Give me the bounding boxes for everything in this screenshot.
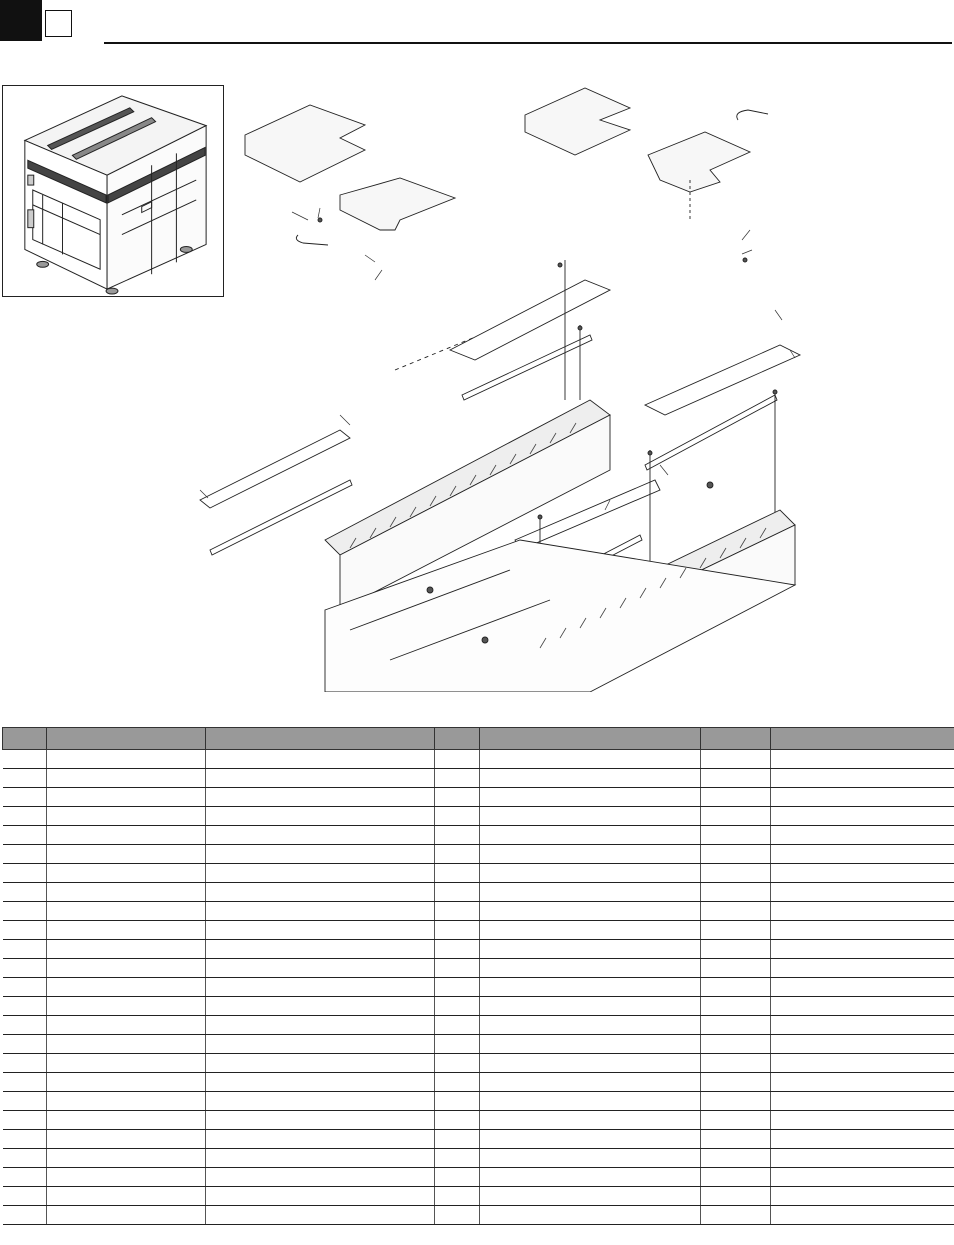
table-cell (480, 883, 701, 902)
table-cell (435, 959, 480, 978)
table-cell (47, 1130, 206, 1149)
table-cell (206, 1035, 435, 1054)
table-row (3, 750, 954, 769)
mounting-plate-center (340, 178, 455, 230)
table-cell (435, 921, 480, 940)
table-cell (206, 940, 435, 959)
table-cell (771, 978, 954, 997)
table-cell (47, 1206, 206, 1225)
table-cell (47, 921, 206, 940)
table-cell (206, 826, 435, 845)
table-cell (435, 807, 480, 826)
table-cell (771, 1149, 954, 1168)
table-cell (3, 1168, 47, 1187)
table-cell (701, 1054, 771, 1073)
table-cell (435, 997, 480, 1016)
table-cell (701, 845, 771, 864)
table-cell (47, 1168, 206, 1187)
table-cell (3, 1111, 47, 1130)
table-cell (47, 1111, 206, 1130)
table-row (3, 1016, 954, 1035)
table-cell (47, 826, 206, 845)
table-cell (701, 1111, 771, 1130)
table-cell (480, 1168, 701, 1187)
table-cell (435, 1054, 480, 1073)
table-cell (480, 959, 701, 978)
table-cell (480, 1149, 701, 1168)
table-cell (771, 807, 954, 826)
table-cell (771, 940, 954, 959)
table-cell (480, 1111, 701, 1130)
table-cell (47, 769, 206, 788)
table-cell (435, 1187, 480, 1206)
table-cell (480, 1187, 701, 1206)
table-cell (701, 959, 771, 978)
table-cell (47, 807, 206, 826)
mounting-plate-right (648, 132, 750, 192)
table-cell (3, 1149, 47, 1168)
handle-left (296, 235, 328, 245)
table-cell (3, 845, 47, 864)
table-row (3, 845, 954, 864)
table-cell (435, 845, 480, 864)
table-cell (3, 826, 47, 845)
table-cell (701, 940, 771, 959)
column-header (480, 728, 701, 750)
table-cell (701, 902, 771, 921)
table-cell (47, 940, 206, 959)
table-cell (206, 1130, 435, 1149)
table-cell (480, 1092, 701, 1111)
table-cell (435, 940, 480, 959)
table-cell (47, 864, 206, 883)
table-cell (771, 959, 954, 978)
table-cell (206, 769, 435, 788)
table-cell (480, 769, 701, 788)
table-cell (480, 997, 701, 1016)
table-cell (435, 1206, 480, 1225)
table-cell (206, 864, 435, 883)
column-header (47, 728, 206, 750)
table-cell (701, 997, 771, 1016)
table-cell (206, 1206, 435, 1225)
table-cell (480, 807, 701, 826)
table-cell (701, 921, 771, 940)
table-cell (771, 750, 954, 769)
table-cell (3, 902, 47, 921)
table-cell (771, 1206, 954, 1225)
table-cell (480, 1016, 701, 1035)
table-cell (47, 1187, 206, 1206)
sub-section-badge (45, 10, 72, 37)
table-cell (47, 750, 206, 769)
table-row (3, 807, 954, 826)
table-cell (701, 788, 771, 807)
table-cell (206, 1016, 435, 1035)
table-cell (206, 1073, 435, 1092)
table-cell (480, 978, 701, 997)
table-cell (480, 1206, 701, 1225)
table-cell (3, 997, 47, 1016)
table-cell (206, 788, 435, 807)
column-header (3, 728, 47, 750)
table-cell (3, 1035, 47, 1054)
table-cell (435, 1168, 480, 1187)
table-cell (47, 1073, 206, 1092)
table-row (3, 1035, 954, 1054)
table-row (3, 997, 954, 1016)
table-cell (3, 1016, 47, 1035)
table-row (3, 1168, 954, 1187)
table-row (3, 1111, 954, 1130)
table-cell (480, 1054, 701, 1073)
table-cell (435, 1016, 480, 1035)
column-header (435, 728, 480, 750)
table-cell (771, 1130, 954, 1149)
table-cell (771, 845, 954, 864)
table-cell (3, 788, 47, 807)
table-header-row (3, 728, 954, 750)
table-row (3, 826, 954, 845)
table-cell (771, 997, 954, 1016)
table-row (3, 959, 954, 978)
table-cell (435, 883, 480, 902)
table-cell (206, 1111, 435, 1130)
table-cell (47, 959, 206, 978)
table-cell (3, 1054, 47, 1073)
table-cell (206, 921, 435, 940)
table-cell (701, 1035, 771, 1054)
table-cell (3, 959, 47, 978)
table-row (3, 883, 954, 902)
table-row (3, 1187, 954, 1206)
table-cell (47, 902, 206, 921)
table-cell (47, 788, 206, 807)
table-cell (771, 769, 954, 788)
table-cell (701, 883, 771, 902)
table-cell (206, 902, 435, 921)
table-cell (480, 1073, 701, 1092)
table-cell (435, 769, 480, 788)
table-cell (3, 921, 47, 940)
table-cell (206, 997, 435, 1016)
table-cell (480, 940, 701, 959)
table-cell (435, 1130, 480, 1149)
table-cell (435, 1149, 480, 1168)
table-cell (480, 788, 701, 807)
table-cell (206, 978, 435, 997)
table-cell (3, 1073, 47, 1092)
table-row (3, 1206, 954, 1225)
table-row (3, 864, 954, 883)
table-cell (480, 864, 701, 883)
table-cell (206, 1168, 435, 1187)
table-cell (701, 826, 771, 845)
table-cell (206, 1187, 435, 1206)
table-cell (47, 1035, 206, 1054)
parts-list-table (2, 727, 954, 1225)
table-cell (47, 1016, 206, 1035)
table-row (3, 1130, 954, 1149)
table-cell (47, 1092, 206, 1111)
table-cell (47, 883, 206, 902)
table-cell (771, 1035, 954, 1054)
table-cell (771, 1092, 954, 1111)
table-cell (480, 1035, 701, 1054)
table-cell (771, 1168, 954, 1187)
table-cell (701, 1187, 771, 1206)
table-cell (771, 921, 954, 940)
table-row (3, 921, 954, 940)
table-cell (771, 902, 954, 921)
table-cell (435, 1092, 480, 1111)
table-cell (480, 1130, 701, 1149)
table-row (3, 1054, 954, 1073)
table-cell (435, 788, 480, 807)
table-cell (701, 1073, 771, 1092)
table-cell (771, 826, 954, 845)
table-cell (435, 1035, 480, 1054)
column-header (701, 728, 771, 750)
table-cell (47, 997, 206, 1016)
handle-right (737, 110, 768, 120)
table-cell (3, 883, 47, 902)
table-cell (771, 1187, 954, 1206)
table-cell (701, 864, 771, 883)
table-cell (206, 959, 435, 978)
table-cell (3, 864, 47, 883)
table-cell (771, 864, 954, 883)
table-cell (701, 1149, 771, 1168)
section-badge (0, 0, 42, 41)
table-row (3, 1092, 954, 1111)
table-cell (480, 845, 701, 864)
header-rule (104, 42, 952, 44)
table-row (3, 788, 954, 807)
table-cell (480, 826, 701, 845)
table-cell (3, 1130, 47, 1149)
table-cell (47, 845, 206, 864)
table-cell (771, 883, 954, 902)
table-cell (771, 788, 954, 807)
table-cell (480, 921, 701, 940)
table-cell (480, 750, 701, 769)
column-header (771, 728, 954, 750)
table-cell (3, 1206, 47, 1225)
table-cell (701, 1168, 771, 1187)
mounting-plate-left (245, 105, 365, 182)
exploded-view-drawing (190, 70, 954, 692)
table-cell (435, 750, 480, 769)
table-cell (3, 940, 47, 959)
table-row (3, 1149, 954, 1168)
table-cell (771, 1073, 954, 1092)
table-cell (435, 826, 480, 845)
table-cell (701, 1206, 771, 1225)
exploded-parts-diagram (190, 70, 954, 692)
table-cell (3, 750, 47, 769)
table-cell (206, 845, 435, 864)
table-cell (435, 864, 480, 883)
table-row (3, 1073, 954, 1092)
table-cell (435, 978, 480, 997)
mounting-plate-top (525, 88, 630, 155)
table-cell (435, 902, 480, 921)
table-cell (480, 902, 701, 921)
table-cell (701, 1092, 771, 1111)
table-cell (206, 750, 435, 769)
rail-bracket-1 (450, 280, 610, 360)
table-cell (206, 1149, 435, 1168)
table-cell (701, 750, 771, 769)
table-cell (701, 1130, 771, 1149)
table-cell (701, 807, 771, 826)
table-cell (206, 883, 435, 902)
table-cell (3, 978, 47, 997)
table-cell (206, 1054, 435, 1073)
parts-table-body (3, 750, 954, 1225)
column-header (206, 728, 435, 750)
table-cell (3, 1092, 47, 1111)
table-cell (47, 1054, 206, 1073)
table-cell (47, 978, 206, 997)
table-row (3, 978, 954, 997)
table-cell (435, 1073, 480, 1092)
table-row (3, 769, 954, 788)
table-cell (771, 1016, 954, 1035)
table-cell (435, 1111, 480, 1130)
table-cell (3, 769, 47, 788)
table-cell (3, 1187, 47, 1206)
table-cell (206, 1092, 435, 1111)
table-cell (47, 1149, 206, 1168)
table-cell (701, 769, 771, 788)
table-cell (701, 1016, 771, 1035)
table-cell (771, 1054, 954, 1073)
table-cell (771, 1111, 954, 1130)
table-cell (206, 807, 435, 826)
rail-bracket-3 (645, 345, 800, 415)
table-row (3, 902, 954, 921)
table-cell (3, 807, 47, 826)
table-cell (701, 978, 771, 997)
table-row (3, 940, 954, 959)
